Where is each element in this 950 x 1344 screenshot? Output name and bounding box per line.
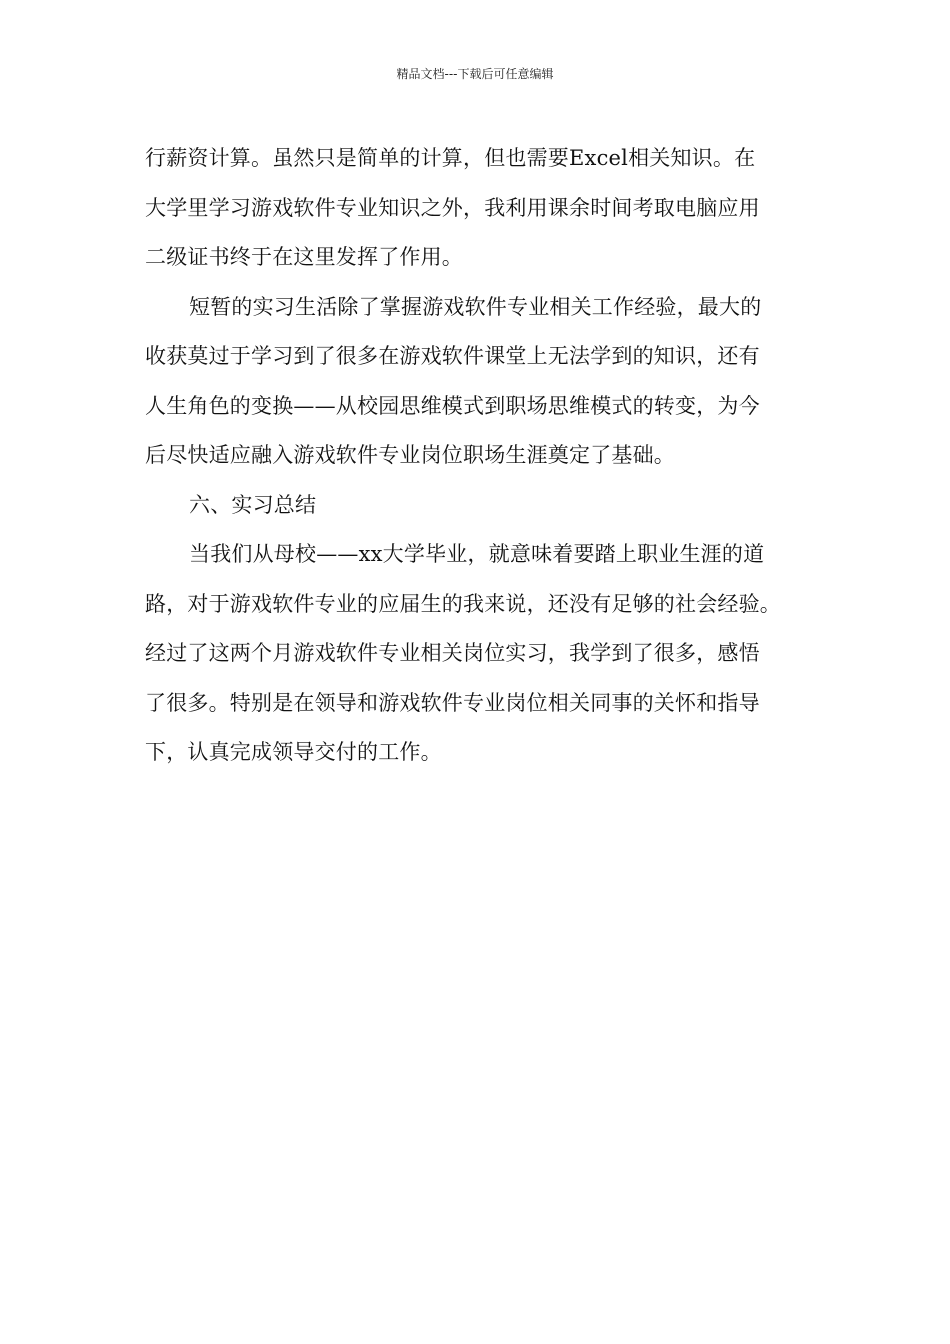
text-line: 行薪资计算。虽然只是简单的计算，但也需要Excel相关知识。在 bbox=[145, 146, 756, 170]
section-heading: 六、实习总结 bbox=[189, 492, 317, 517]
document-body bbox=[145, 134, 825, 778]
text-line: 人生角色的变换——从校园思维模式到职场思维模式的转变，为今 bbox=[145, 393, 760, 418]
text-line: 二级证书终于在这里发挥了作用。 bbox=[145, 245, 463, 269]
text-line: 大学里学习游戏软件专业知识之外，我利用课余时间考取电脑应用 bbox=[145, 195, 760, 220]
text-line: 路，对于游戏软件专业的应届生的我来说，还没有足够的社会经验。 bbox=[145, 591, 781, 616]
text-line: 收获莫过于学习到了很多在游戏软件课堂上无法学到的知识，还有 bbox=[145, 344, 760, 368]
text-line: 下，认真完成领导交付的工作。 bbox=[145, 740, 442, 764]
text-line: 短暂的实习生活除了掌握游戏软件专业相关工作经验，最大的 bbox=[189, 294, 762, 319]
paragraph-salary-calculation bbox=[145, 134, 825, 283]
text-line: 后尽快适应融入游戏软件专业岗位职场生涯奠定了基础。 bbox=[145, 443, 675, 467]
text-line: 经过了这两个月游戏软件专业相关岗位实习，我学到了很多，感悟 bbox=[145, 641, 760, 665]
text-line: 当我们从母校——xx大学毕业，就意味着要踏上职业生涯的道 bbox=[189, 542, 765, 566]
paragraph-internship-gains bbox=[145, 283, 825, 481]
page-header: 精品文档---下载后可任意编辑 bbox=[396, 67, 554, 81]
section-heading-summary bbox=[145, 481, 825, 531]
paragraph-summary bbox=[145, 530, 825, 778]
text-line: 了很多。特别是在领导和游戏软件专业岗位相关同事的关怀和指导 bbox=[145, 690, 760, 715]
